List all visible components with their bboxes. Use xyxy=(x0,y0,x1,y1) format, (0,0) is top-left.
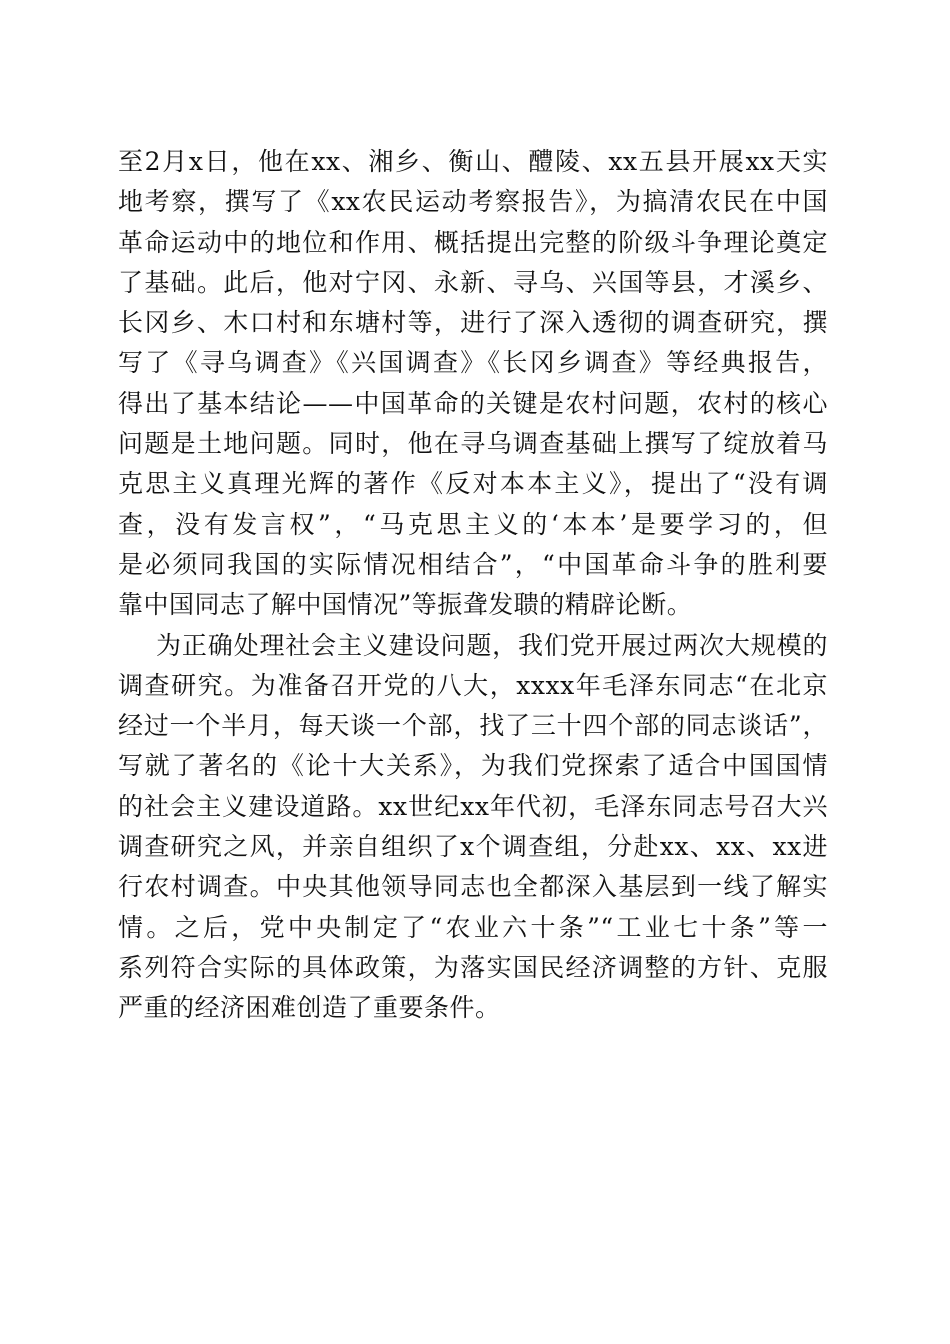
paragraph-line: 查，没有发言权”，“马克思主义的‘本本’是要学习的，但 xyxy=(118,509,828,539)
paragraph-line: 情。之后，党中央制定了“农业六十条”“工业七十条”等一 xyxy=(118,912,828,942)
paragraph-line: 得出了基本结论——中国革命的关键是农村问题，农村的核心 xyxy=(118,388,828,418)
paragraph-line: 至2月x日，他在xx、湘乡、衡山、醴陵、xx五县开展xx天实 xyxy=(118,147,828,176)
paragraph-line: 写就了著名的《论十大关系》，为我们党探索了适合中国国情 xyxy=(118,751,828,781)
document-body xyxy=(118,142,828,1029)
paragraph-line: 为正确处理社会主义建设问题，我们党开展过两次大规模的 xyxy=(156,630,828,660)
paragraph-line: 写了《寻乌调查》《兴国调查》《长冈乡调查》等经典报告， xyxy=(118,348,828,378)
paragraph-line: 克思主义真理光辉的著作《反对本本主义》，提出了“没有调 xyxy=(118,469,828,499)
paragraph-1 xyxy=(118,142,828,626)
paragraph-line: 行农村调查。中央其他领导同志也全都深入基层到一线了解实 xyxy=(118,872,828,902)
paragraph-line: 长冈乡、木口村和东塘村等，进行了深入透彻的调查研究，撰 xyxy=(118,308,828,338)
paragraph-line: 严重的经济困难创造了重要条件。 xyxy=(118,993,501,1023)
paragraph-line: 经过一个半月，每天谈一个部，找了三十四个部的同志谈话”， xyxy=(118,711,828,741)
paragraph-line: 系列符合实际的具体政策，为落实国民经济调整的方针、克服 xyxy=(118,952,828,982)
paragraph-line: 靠中国同志了解中国情况”等振聋发聩的精辟论断。 xyxy=(118,590,693,620)
paragraph-line: 了基础。此后，他对宁冈、永新、寻乌、兴国等县，才溪乡、 xyxy=(118,267,828,297)
paragraph-line: 调查研究。为准备召开党的八大，xxxx年毛泽东同志“在北京 xyxy=(118,670,828,700)
paragraph-line: 地考察，撰写了《xx农民运动考察报告》，为搞清农民在中国 xyxy=(118,187,828,217)
paragraph-line: 的社会主义建设道路。xx世纪xx年代初，毛泽东同志号召大兴 xyxy=(118,791,828,821)
paragraph-line: 问题是土地问题。同时，他在寻乌调查基础上撰写了绽放着马 xyxy=(118,429,828,459)
paragraph-line: 是必须同我国的实际情况相结合”，“中国革命斗争的胜利要 xyxy=(118,549,828,579)
paragraph-2 xyxy=(118,626,828,1029)
paragraph-line: 革命运动中的地位和作用、概括提出完整的阶级斗争理论奠定 xyxy=(118,227,828,257)
paragraph-line: 调查研究之风，并亲自组织了x个调查组，分赴xx、xx、xx进 xyxy=(118,832,828,862)
